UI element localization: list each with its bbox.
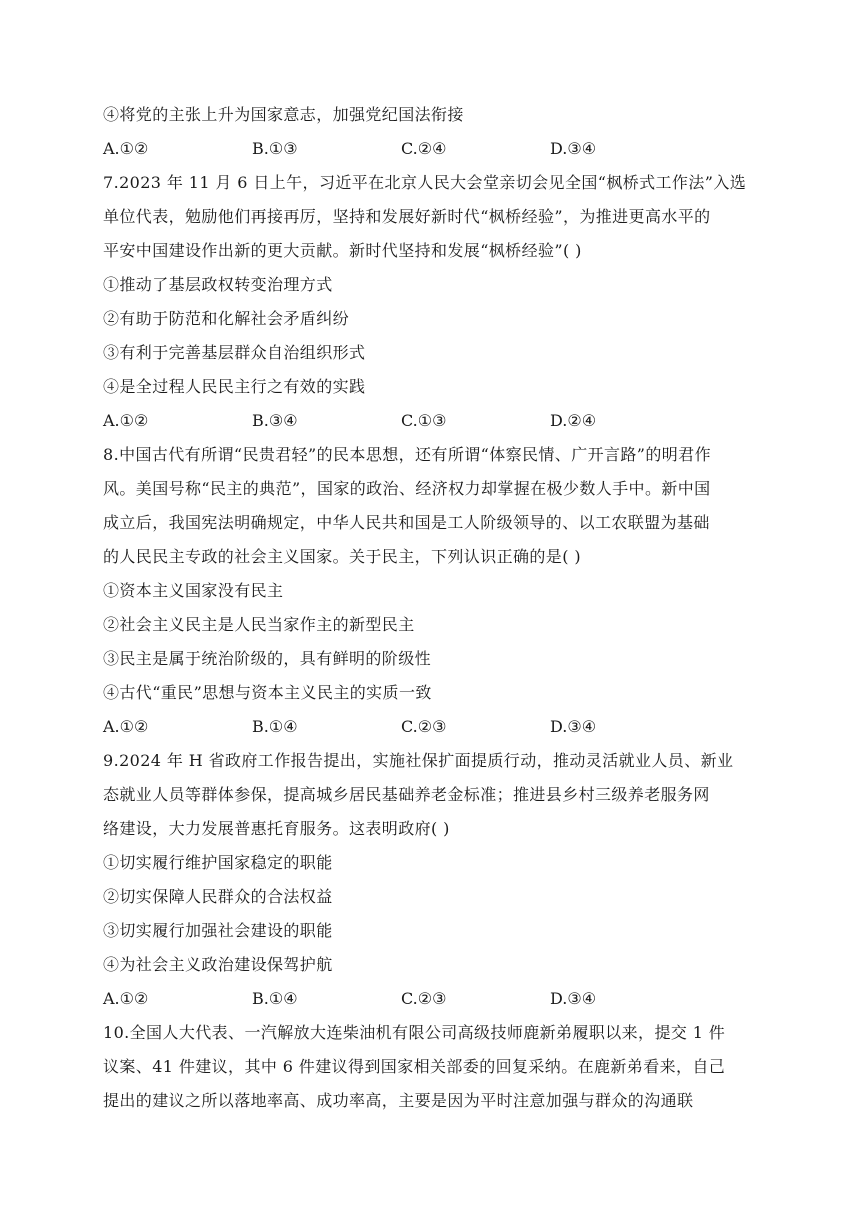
q9-option-b: B.①④ (252, 989, 298, 1008)
question-8 (103, 438, 753, 744)
q7-statement-2: ②有助于防范和化解社会矛盾纠纷 (103, 309, 350, 328)
q9-option-c: C.②③ (401, 989, 447, 1008)
q9-stem-line-1: 9.2024 年 H 省政府工作报告提出，实施社保扩面提质行动，推动灵活就业人员、新业 (103, 751, 734, 770)
q9-statement-2: ②切实保障人民群众的合法权益 (103, 887, 333, 906)
q7-option-d: D.②④ (550, 411, 597, 430)
q8-stem-line-1: 8.中国古代有所谓“民贵君轻”的民本思想，还有所谓“体察民情、广开言路”的明君作 (103, 445, 711, 464)
q6-statement-4: ④将党的主张上升为国家意志，加强党纪国法衔接 (103, 105, 464, 124)
q8-option-a: A.①② (103, 717, 149, 736)
q7-options (103, 404, 753, 438)
q8-stem-line-3: 成立后，我国宪法明确规定，中华人民共和国是工人阶级领导的、以工农联盟为基础 (103, 513, 710, 532)
q10-stem-line-2: 议案、41 件建议，其中 6 件建议得到国家相关部委的回复采纳。在鹿新弟看来，自己 (103, 1057, 726, 1076)
q8-statement-4: ④古代“重民”思想与资本主义民主的实质一致 (103, 683, 432, 702)
q9-option-d: D.③④ (550, 989, 597, 1008)
q7-option-c: C.①③ (401, 411, 447, 430)
q6-option-a: A.①② (103, 139, 149, 158)
q7-option-b: B.③④ (252, 411, 298, 430)
q8-stem-line-4: 的人民民主专政的社会主义国家。关于民主，下列认识正确的是( ) (103, 547, 581, 566)
q8-option-c: C.②③ (401, 717, 447, 736)
q8-statement-3: ③民主是属于统治阶级的，具有鲜明的阶级性 (103, 649, 432, 668)
q8-statement-1: ①资本主义国家没有民主 (103, 581, 284, 600)
q7-statement-3: ③有利于完善基层群众自治组织形式 (103, 343, 366, 362)
q7-stem-line-3: 平安中国建设作出新的更大贡献。新时代坚持和发展“枫桥经验”( ) (103, 241, 582, 260)
q9-statement-1: ①切实履行维护国家稳定的职能 (103, 853, 333, 872)
q9-stem-line-3: 络建设，大力发展普惠托育服务。这表明政府( ) (103, 819, 450, 838)
q6-options (103, 132, 753, 166)
q7-statement-4: ④是全过程人民民主行之有效的实践 (103, 377, 366, 396)
q7-stem-line-1: 7.2023 年 11 月 6 日上午，习近平在北京人民大会堂亲切会见全国“枫桥式工作法”入选 (103, 173, 747, 192)
q10-stem-line-3: 提出的建议之所以落地率高、成功率高，主要是因为平时注意加强与群众的沟通联 (103, 1091, 694, 1110)
q8-options (103, 710, 753, 744)
q8-stem-line-2: 风。美国号称“民主的典范”，国家的政治、经济权力却掌握在极少数人手中。新中国 (103, 479, 711, 498)
q6-option-c: C.②④ (401, 139, 447, 158)
q7-stem-line-2: 单位代表，勉励他们再接再厉，坚持和发展好新时代“枫桥经验”，为推进更高水平的 (103, 207, 711, 226)
q8-option-d: D.③④ (550, 717, 597, 736)
question-10 (103, 1016, 753, 1118)
q9-statement-4: ④为社会主义政治建设保驾护航 (103, 955, 333, 974)
exam-page (103, 98, 753, 1118)
q8-option-b: B.①④ (252, 717, 298, 736)
q10-stem-line-1: 10.全国人大代表、一汽解放大连柴油机有限公司高级技师鹿新弟履职以来，提交 1 件 (103, 1023, 726, 1042)
q6-option-b: B.①③ (252, 139, 298, 158)
q6-option-d: D.③④ (550, 139, 597, 158)
question-7 (103, 166, 753, 438)
question-9 (103, 744, 753, 1016)
q7-statement-1: ①推动了基层政权转变治理方式 (103, 275, 333, 294)
q9-stem-line-2: 态就业人员等群体参保，提高城乡居民基础养老金标准；推进县乡村三级养老服务网 (103, 785, 710, 804)
q9-statement-3: ③切实履行加强社会建设的职能 (103, 921, 333, 940)
q9-options (103, 982, 753, 1016)
q9-option-a: A.①② (103, 989, 149, 1008)
q7-option-a: A.①② (103, 411, 149, 430)
q8-statement-2: ②社会主义民主是人民当家作主的新型民主 (103, 615, 415, 634)
